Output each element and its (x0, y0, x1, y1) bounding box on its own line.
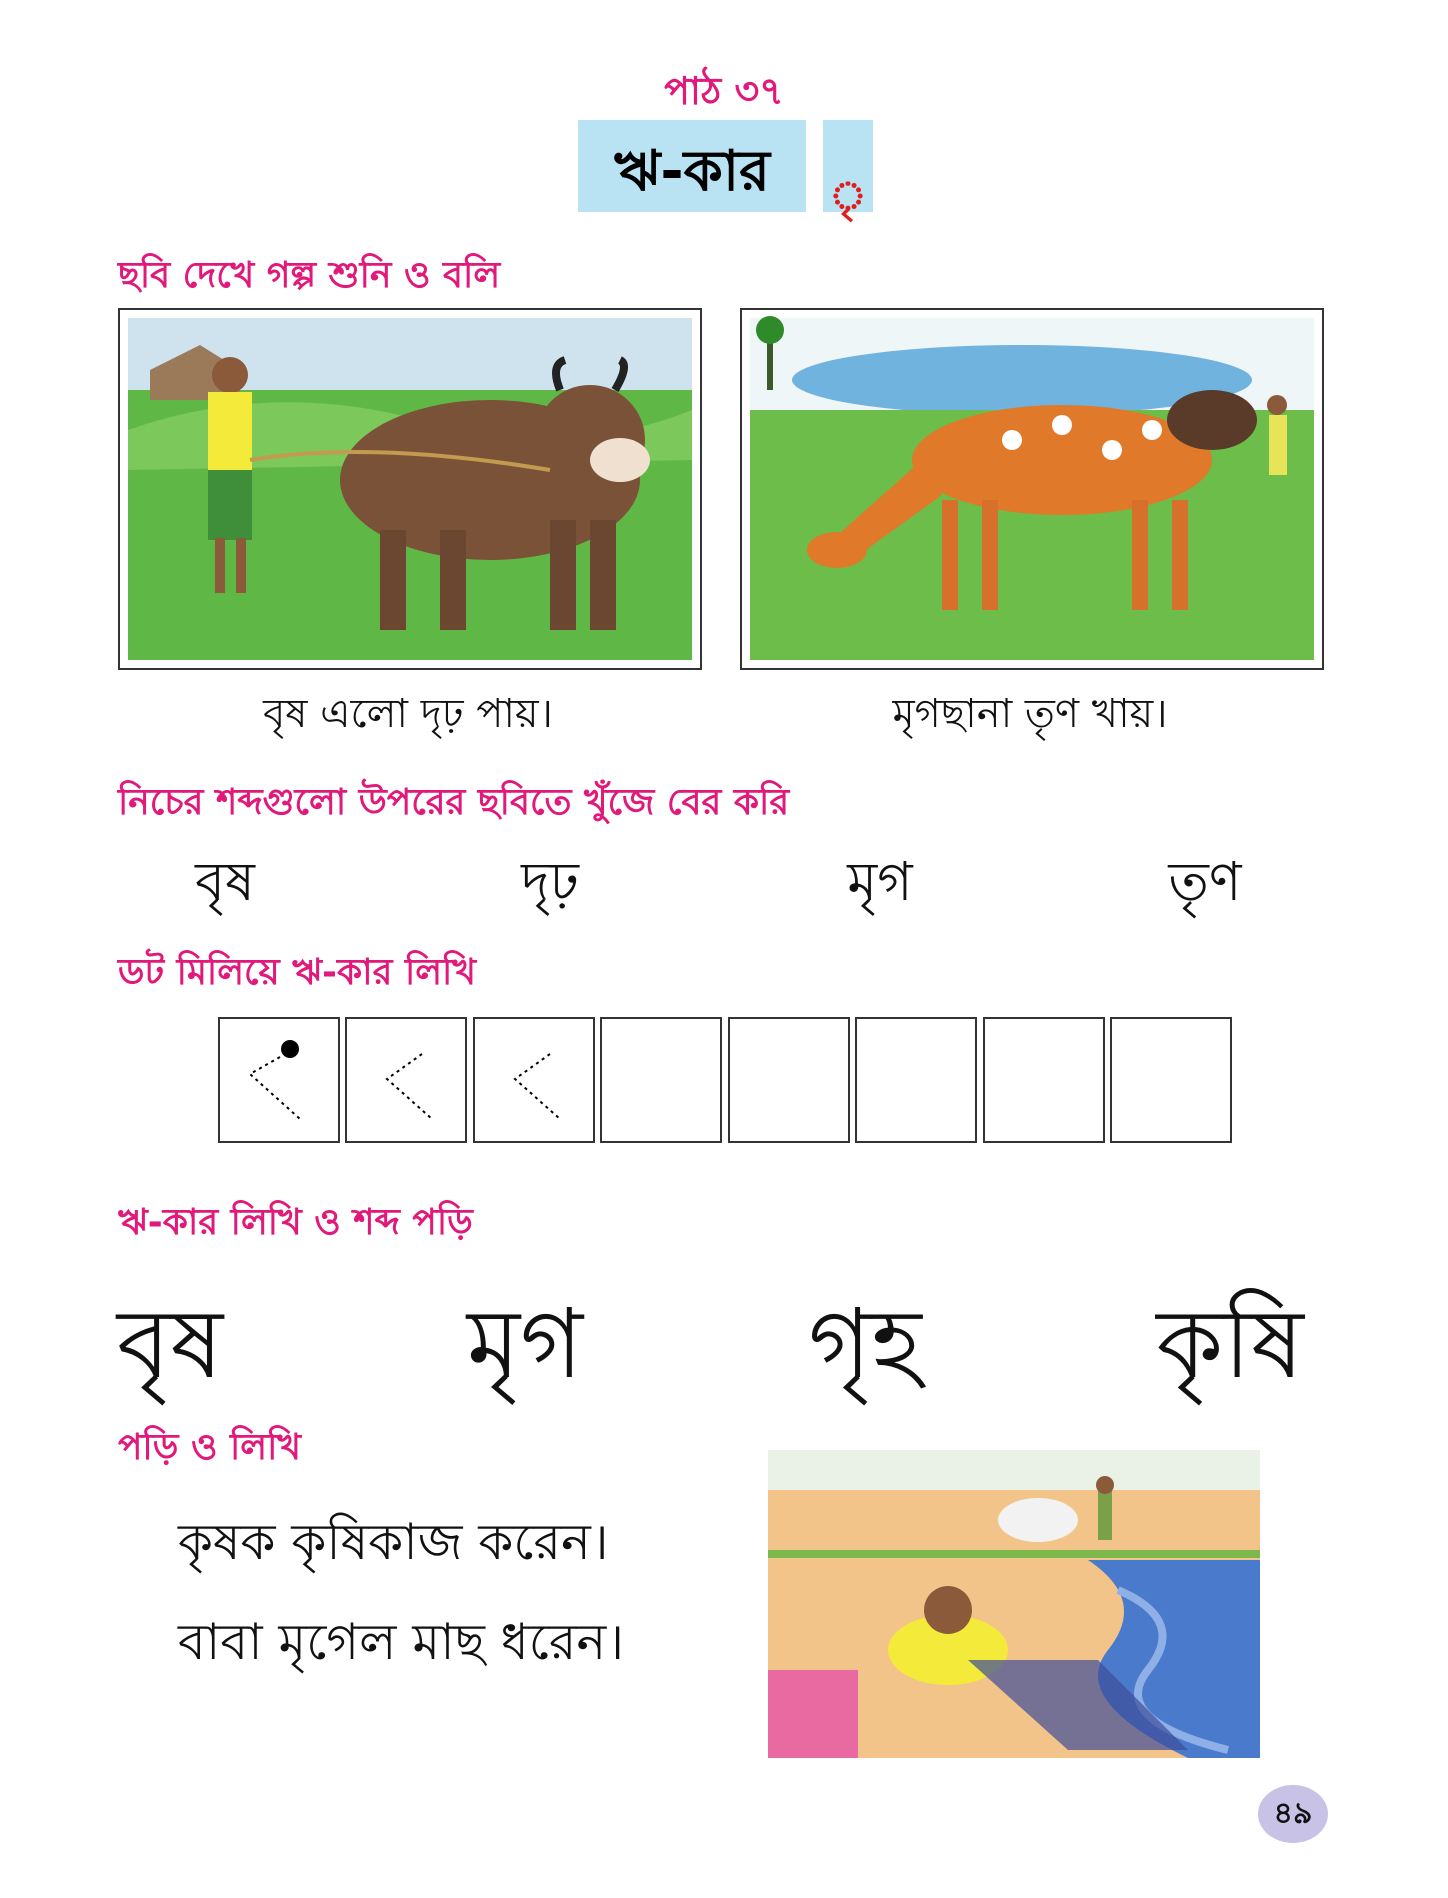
caption-bull: বৃষ এলো দৃঢ় পায়। (263, 691, 553, 737)
bull-picture (120, 310, 700, 668)
trace-box[interactable] (855, 1017, 977, 1143)
trace-box[interactable] (600, 1017, 722, 1143)
trace-box[interactable] (345, 1017, 467, 1143)
find-word: মৃগ (847, 850, 913, 913)
bull-illustration (118, 308, 702, 670)
caption-deer: মৃগছানা তৃণ খায়। (892, 691, 1168, 737)
lesson-title: ঋ-কার (614, 139, 770, 204)
reading-line: কৃষক কৃষিকাজ করেন। (178, 1513, 609, 1571)
vowel-sign: ৃ (829, 173, 867, 219)
trace-box[interactable] (983, 1017, 1105, 1143)
trace-box[interactable] (1110, 1017, 1232, 1143)
trace-heading: ডট মিলিয়ে ঋ-কার লিখি (118, 952, 477, 993)
big-word: কৃষি (1156, 1288, 1304, 1400)
trace-guide (220, 1019, 338, 1141)
trace-guide (475, 1019, 593, 1141)
fishing-illustration (768, 1450, 1260, 1758)
deer-picture (742, 310, 1322, 668)
trace-box[interactable] (218, 1017, 340, 1143)
reading-line: বাবা মৃগেল মাছ ধরেন। (178, 1613, 625, 1671)
write-read-heading: ঋ-কার লিখি ও শব্দ পড়ি (118, 1202, 473, 1243)
trace-box[interactable] (473, 1017, 595, 1143)
story-heading: ছবি দেখে গল্প শুনি ও বলি (118, 255, 501, 296)
big-word: মৃগ (466, 1288, 584, 1400)
find-words-heading: নিচের শব্দগুলো উপরের ছবিতে খুঁজে বের করি (118, 782, 790, 823)
find-word: তৃণ (1168, 850, 1242, 913)
find-word: বৃষ (195, 850, 255, 913)
page-number: ৪৯ (1258, 1785, 1328, 1843)
big-word: বৃষ (116, 1288, 224, 1400)
read-write-heading: পড়ি ও লিখি (118, 1427, 302, 1468)
fishing-picture (768, 1450, 1260, 1758)
find-word: দৃঢ় (521, 850, 579, 913)
big-word: গৃহ (808, 1288, 922, 1400)
deer-illustration (740, 308, 1324, 670)
lesson-number: পাঠ ৩৭ (664, 69, 784, 113)
trace-guide (347, 1019, 465, 1141)
trace-box[interactable] (728, 1017, 850, 1143)
